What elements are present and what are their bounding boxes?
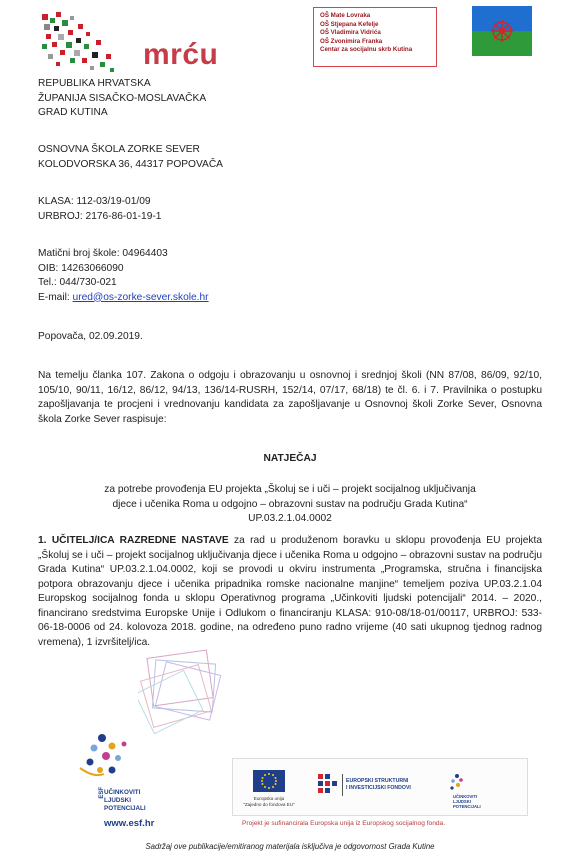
esf-caption-line: POTENCIJALI <box>104 804 146 812</box>
document-date: Popovača, 02.09.2019. <box>38 331 143 342</box>
sender-line: GRAD KUTINA <box>38 107 108 118</box>
uljp-line: LJUDSKI <box>453 799 471 804</box>
mosaic-tiles <box>42 12 114 72</box>
esf-website-link[interactable]: www.esf.hr <box>104 818 155 829</box>
esf-caption <box>104 789 146 812</box>
notice-title: NATJEČAJ <box>263 453 317 464</box>
sender-block <box>38 77 206 121</box>
intro-paragraph: Na temelju članka 107. Zakona o odgoju i obrazovanju u osnovnoj i srednjoj školi (NN 87/08, 86/09, 92/10, 105/10, 90/11, 16/12, 86/12, 94/13, 136/14-RUSRH, 152/14, 07/17, 68/18) te čl. 6. i 7. Pravilnika o postupku zapošljavanja te procjeni i vrednovanju kandidata za zapošljavanje u Osnovnoj školi Zorke Sever, Osnovna škola Zorke Sever raspisuje: <box>38 370 542 425</box>
sf-label-line: I INVESTICIJSKI FONDOVI <box>346 784 411 791</box>
partner-item: Centar za socijalnu skrb Kutina <box>320 46 413 53</box>
school-mosaic-logo <box>40 12 120 74</box>
school-block <box>38 143 223 172</box>
disclaimer-note: Sadržaj ove publikacije/emitiranog materijala isključiva je odgovornost Grada Kutine <box>145 842 435 851</box>
partner-item: OŠ Zvonimira Franka <box>320 37 383 45</box>
eu-caption-line: "Zajedno do fondova EU" <box>243 801 295 807</box>
mrav-logo-text: mrću <box>143 38 219 71</box>
partner-item: OŠ Vladimira Vidrića <box>320 29 381 36</box>
urbroj-line: URBROJ: 2176-86-01-19-1 <box>38 210 162 222</box>
contact-block <box>38 247 209 305</box>
email-label: E-mail: <box>38 291 73 303</box>
partner-schools-box <box>313 7 437 67</box>
email-link[interactable]: ured@os-zorke-sever.skole.hr <box>72 291 209 303</box>
sf-label-line: EUROPSKI STRUKTURNI <box>346 778 409 784</box>
esf-logo-icon <box>72 728 136 790</box>
phone-line: Tel.: 044/730-021 <box>38 277 117 288</box>
partner-item: OŠ Stjepana Kefelje <box>320 20 379 28</box>
registry-number: Matični broj škole: 04964403 <box>38 248 168 259</box>
cofinancing-note: Projekt je sufinancirala Europska unija iz Europskog socijalnog fonda. <box>242 820 446 827</box>
sender-line: REPUBLIKA HRVATSKA <box>38 78 151 89</box>
position-paragraph <box>38 534 542 650</box>
uljp-line: UČINKOVITI <box>453 794 478 799</box>
esf-small-logo-icon <box>446 772 468 794</box>
romani-flag-icon <box>472 6 532 56</box>
sender-line: ŽUPANIJA SISAČKO-MOSLAVAČKA <box>38 92 207 104</box>
eu-caption-line: Europska unija <box>253 796 285 801</box>
uljp-small-caption <box>453 794 481 809</box>
reference-block <box>38 195 161 224</box>
uljp-line: POTENCIJALI <box>453 804 481 809</box>
partner-item: OŠ Mate Lovraka <box>320 12 371 19</box>
position-heading: 1. UČITELJ/ICA RAZREDNE NASTAVE <box>38 535 229 546</box>
school-name: OSNOVNA ŠKOLA ZORKE SEVER <box>38 144 200 155</box>
notice-subtitle: za potrebe provođenja EU projekta „Školuj se i uči – projekt socijalnog uključivanja djece i učenika Roma u odgojno – obrazovni sustav na području Grada Kutina“ UP.03.2.1.04.0002 <box>104 484 476 524</box>
email-line <box>38 291 209 306</box>
logo-divider <box>342 774 343 796</box>
esf-letters: ESF <box>99 787 105 799</box>
eu-flag-icon <box>253 770 285 792</box>
decorative-fan-graphic <box>138 644 230 734</box>
school-address: KOLODVORSKA 36, 44317 POPOVAČA <box>38 158 223 170</box>
esf-caption-line: UČINKOVITI <box>104 789 141 796</box>
position-body: za rad u produženom boravku u sklopu provođenja EU projekta „Školuj se i uči – projekt socijalnog uključivanja djece i učenika Roma u odgojno – obrazovni sustav na području Grada Kutina“ UP.03.2.1.04.0002, koji se provodi u okviru instrumenta „Programska, stručna i financijska potpora obrazovanju djece i učenika pripadnika romske nacionalne manjine“ temeljem poziva UP.03.2.1.04 Europskog socijalnog fonda u sklopu Operativnog programa „Učinkoviti ljudski potencijali“ 2014. – 2020., financirano sredstvima Europske Unije i Odlukom o financiranju KLASA: 910-08/18-01/00117, URBROJ: 533-06-18-0006 od 24. kolovoza 2018. godine, na određeno puno radno vrijeme (40 sati ukupnog tjednog radnog vremena), 1 izvršitelj/ica. <box>38 535 543 648</box>
oib-line: OIB: 14263066090 <box>38 262 124 274</box>
structural-funds-label <box>346 778 411 791</box>
structural-funds-logo-icon <box>316 772 342 796</box>
klasa-line: KLASA: 112-03/19-01/09 <box>38 196 151 207</box>
eu-caption <box>238 796 300 807</box>
esf-caption-line: LJUDSKI <box>104 796 131 804</box>
